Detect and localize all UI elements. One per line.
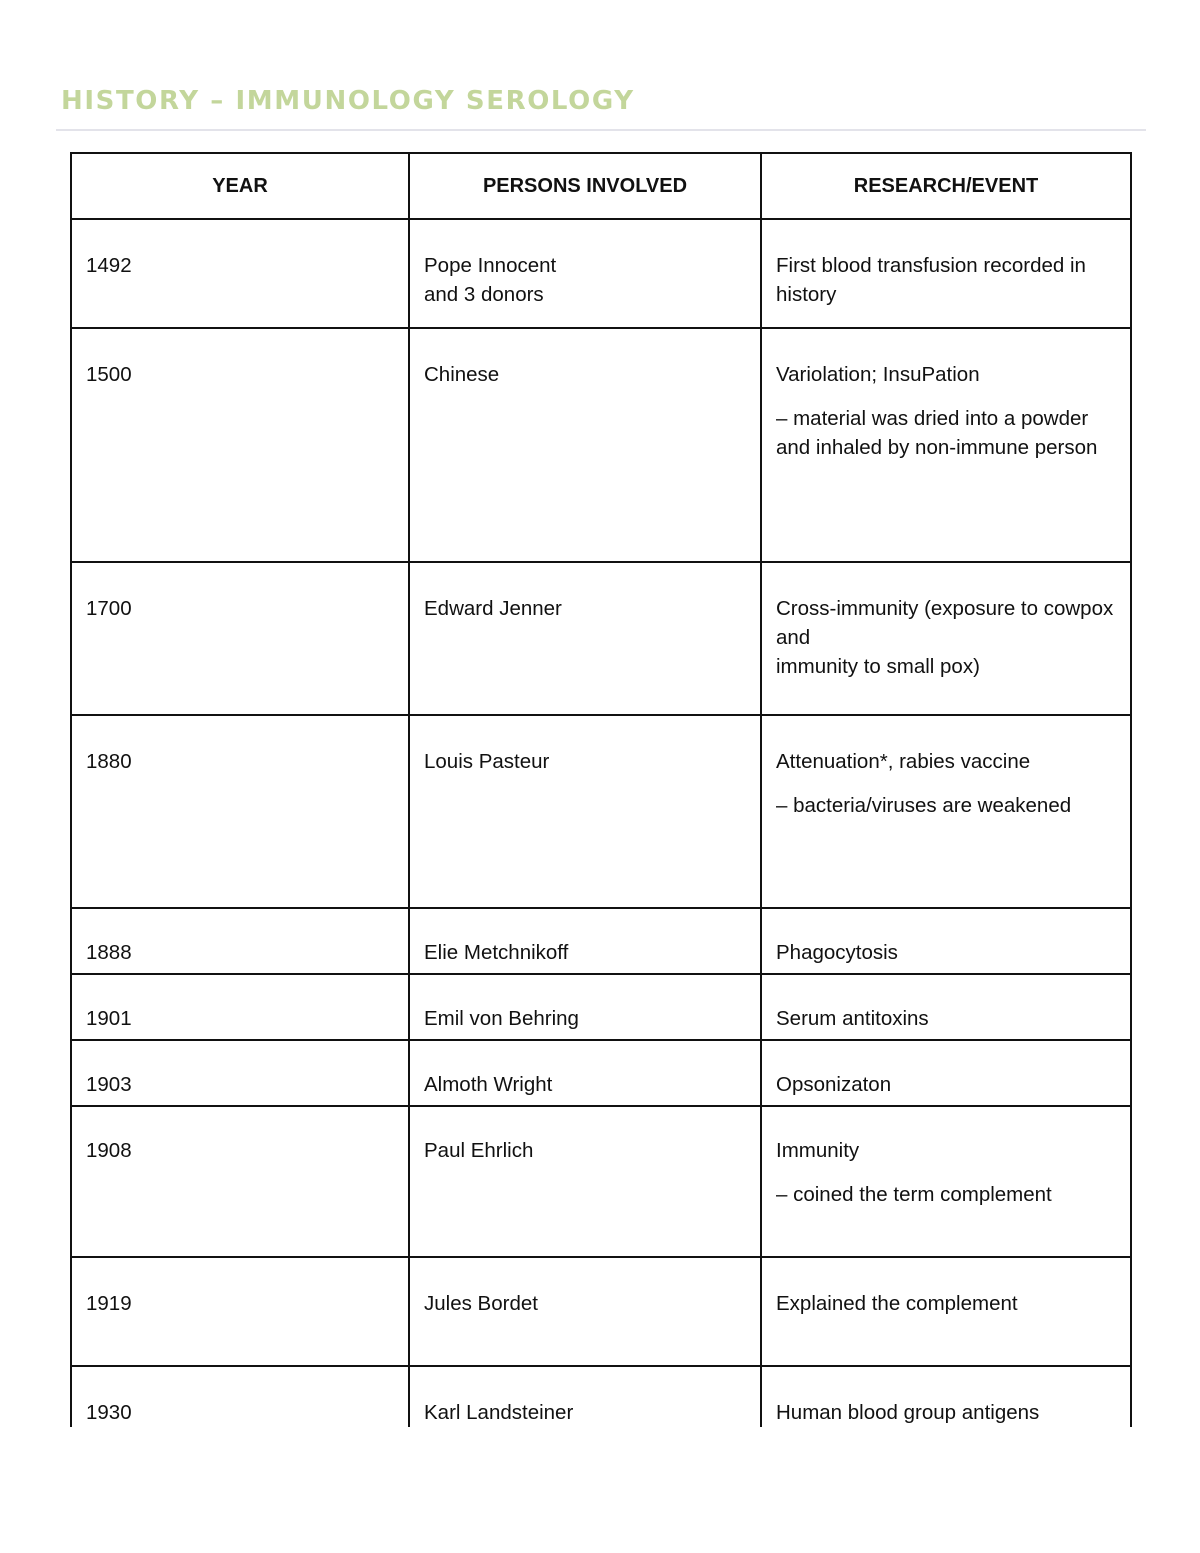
- persons-text: Pope Innocent and 3 donors: [424, 254, 557, 306]
- year-text: 1492: [86, 254, 132, 277]
- table-body: [71, 219, 1131, 1427]
- table-row: [71, 219, 1131, 328]
- event-cell: [761, 328, 1131, 562]
- table-row: [71, 1040, 1131, 1106]
- event-text: Cross-immunity (exposure to cowpox and immunity to small pox): [776, 597, 1114, 678]
- table-row: [71, 908, 1131, 974]
- persons-text: Jules Bordet: [424, 1292, 538, 1315]
- persons-text: Almoth Wright: [424, 1073, 553, 1096]
- persons-cell: [409, 974, 761, 1040]
- event-text: First blood transfusion recorded in history: [776, 254, 1086, 306]
- history-table: [70, 152, 1132, 1427]
- year-text: 1700: [86, 597, 132, 620]
- persons-cell: [409, 1257, 761, 1366]
- header-year: YEAR: [71, 153, 409, 219]
- persons-cell: [409, 1040, 761, 1106]
- year-text: 1901: [86, 1007, 132, 1030]
- event-text: Serum antitoxins: [776, 1007, 929, 1030]
- persons-text: Emil von Behring: [424, 1007, 579, 1030]
- event-text: Attenuation*, rabies vaccine: [776, 750, 1031, 773]
- persons-cell: [409, 562, 761, 715]
- year-text: 1500: [86, 363, 132, 386]
- event-note: – material was dried into a powder and inhaled by non-immune person: [776, 407, 1098, 459]
- table-row: [71, 974, 1131, 1040]
- persons-text: Louis Pasteur: [424, 750, 550, 773]
- year-text: 1880: [86, 750, 132, 773]
- event-text: Phagocytosis: [776, 941, 898, 964]
- persons-cell: [409, 908, 761, 974]
- year-cell: [71, 1257, 409, 1366]
- document-title: HISTORY – IMMUNOLOGY SEROLOGY: [61, 86, 635, 116]
- event-text: Variolation; InsuPation: [776, 363, 980, 386]
- event-note: – coined the term complement: [776, 1183, 1052, 1206]
- persons-text: Karl Landsteiner: [424, 1401, 574, 1424]
- persons-cell: [409, 328, 761, 562]
- event-cell: [761, 219, 1131, 328]
- year-text: 1919: [86, 1292, 132, 1315]
- header-persons-involved: PERSONS INVOLVED: [409, 153, 761, 219]
- event-cell: [761, 1257, 1131, 1366]
- event-cell: [761, 562, 1131, 715]
- persons-cell: [409, 715, 761, 908]
- table-row: [71, 1106, 1131, 1257]
- year-cell: [71, 562, 409, 715]
- persons-cell: [409, 219, 761, 328]
- header-row: [71, 153, 1131, 219]
- year-cell: [71, 1040, 409, 1106]
- event-cell: [761, 1366, 1131, 1427]
- year-cell: [71, 328, 409, 562]
- event-cell: [761, 974, 1131, 1040]
- table-row: [71, 1366, 1131, 1427]
- table-row: [71, 1257, 1131, 1366]
- history-table-container: [70, 152, 1132, 1427]
- year-cell: [71, 1366, 409, 1427]
- event-cell: [761, 1106, 1131, 1257]
- header-research-event: RESEARCH/EVENT: [761, 153, 1131, 219]
- persons-text: Paul Ehrlich: [424, 1139, 534, 1162]
- persons-text: Edward Jenner: [424, 597, 562, 620]
- event-note: – bacteria/viruses are weakened: [776, 794, 1072, 817]
- year-cell: [71, 974, 409, 1040]
- year-text: 1903: [86, 1073, 132, 1096]
- table-row: [71, 715, 1131, 908]
- year-cell: [71, 1106, 409, 1257]
- persons-cell: [409, 1366, 761, 1427]
- persons-text: Elie Metchnikoff: [424, 941, 569, 964]
- table-row: [71, 562, 1131, 715]
- event-cell: [761, 715, 1131, 908]
- event-cell: [761, 1040, 1131, 1106]
- year-cell: [71, 219, 409, 328]
- persons-text: Chinese: [424, 363, 500, 386]
- persons-cell: [409, 1106, 761, 1257]
- year-text: 1930: [86, 1401, 132, 1424]
- title-divider: [56, 129, 1146, 131]
- event-text: Immunity: [776, 1139, 860, 1162]
- table-header: [71, 153, 1131, 219]
- year-cell: [71, 715, 409, 908]
- event-text: Human blood group antigens: [776, 1401, 1040, 1424]
- year-text: 1908: [86, 1139, 132, 1162]
- event-text: Explained the complement: [776, 1292, 1018, 1315]
- event-cell: [761, 908, 1131, 974]
- year-text: 1888: [86, 941, 132, 964]
- table-row: [71, 328, 1131, 562]
- year-cell: [71, 908, 409, 974]
- event-text: Opsonizaton: [776, 1073, 892, 1096]
